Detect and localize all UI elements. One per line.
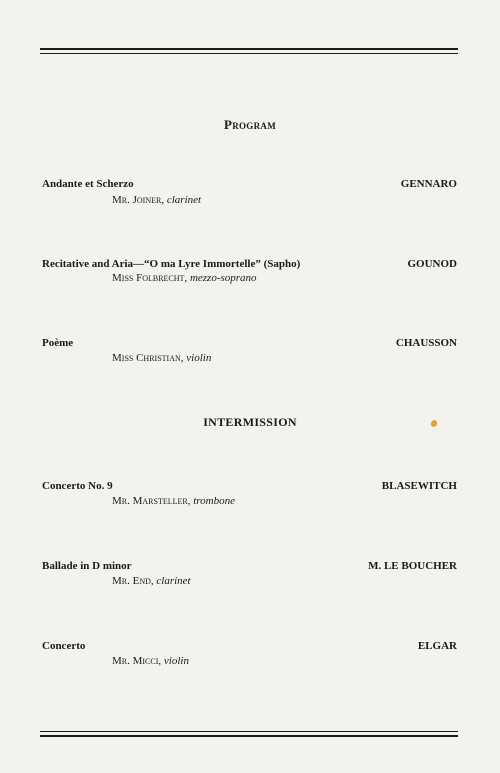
performer-instrument: trombone [193,495,235,507]
performer-line [112,272,257,284]
piece-title: Andante et Scherzo [42,178,134,190]
piece-title: Poème [42,337,74,349]
performer-name: Mr. Joiner, [112,194,165,206]
composer-name: GOUNOD [407,258,457,270]
piece-title: Concerto No. 9 [42,480,113,492]
performer-line [112,575,191,587]
piece-title: Concerto [42,640,86,652]
performer-instrument: violin [186,352,212,364]
performer-line [112,194,201,206]
performer-line [112,352,211,364]
performer-line [112,655,189,667]
performer-name: Mr. Marsteller, [112,495,191,507]
top-double-rule [40,48,458,50]
composer-name: M. LE BOUCHER [368,560,457,572]
composer-name: BLASEWITCH [381,480,457,492]
bottom-double-rule-inner [40,731,458,732]
program-title: Program [223,117,277,132]
performer-instrument: clarinet [166,194,202,206]
piece-title: Recitative and Aria—“O ma Lyre Immortelle” (Sapho) [42,258,301,270]
performer-instrument: mezzo-soprano [189,272,257,284]
performer-instrument: clarinet [156,575,191,587]
performer-name: Mr. Micci, [112,655,162,667]
composer-name: GENNARO [400,178,457,190]
performer-line [112,495,235,507]
performer-name: Mr. End, [112,575,154,587]
performer-name: Miss Christian, [112,352,184,364]
bottom-double-rule [40,735,458,737]
performer-instrument: violin [163,655,189,667]
top-double-rule-inner [40,53,458,54]
piece-title: Ballade in D minor [42,560,132,572]
composer-name: ELGAR [417,640,457,652]
performer-name: Miss Folbrecht, [112,272,188,284]
composer-name: CHAUSSON [395,337,457,349]
intermission-heading: INTERMISSION [203,415,297,429]
